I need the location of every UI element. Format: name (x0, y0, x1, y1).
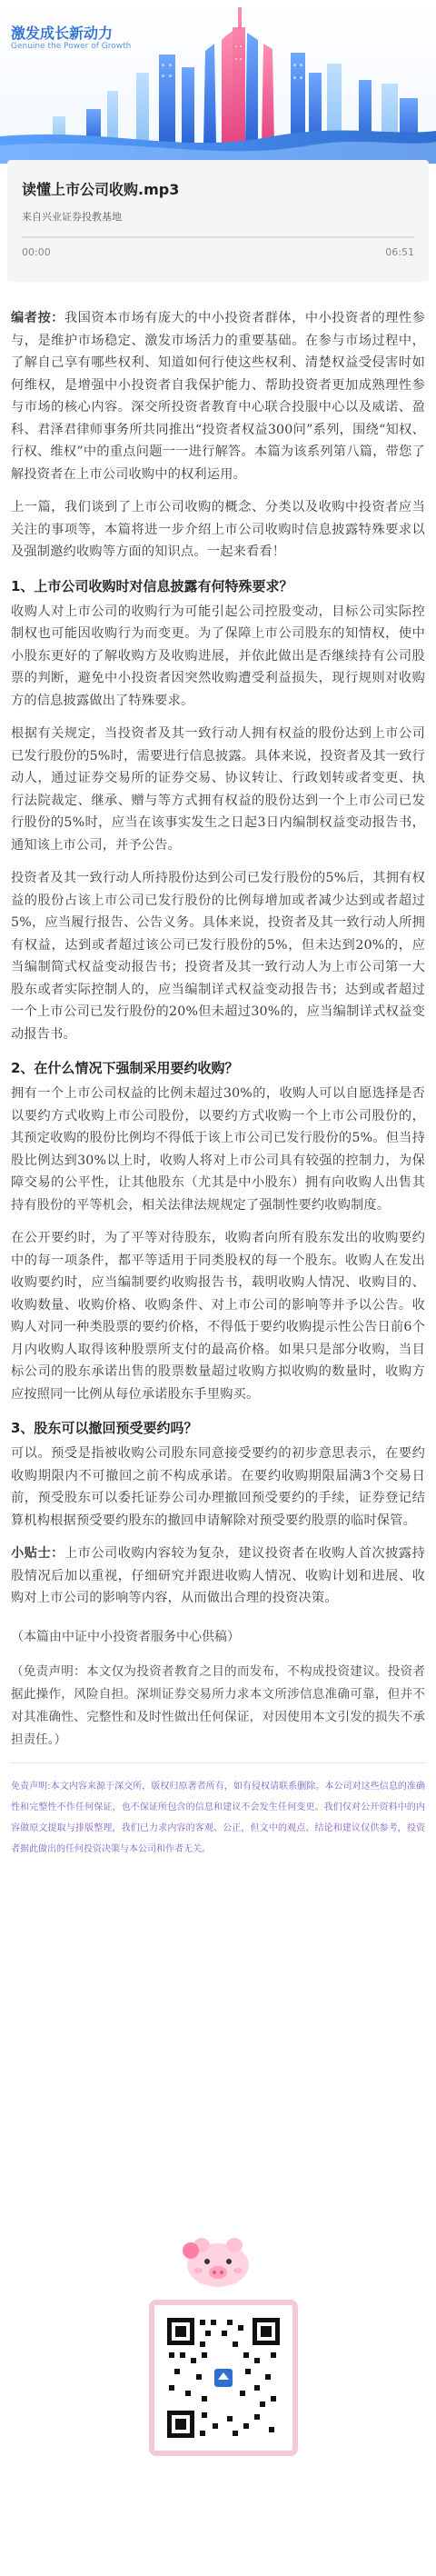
audio-current-time: 00:00 (22, 246, 51, 258)
tips-paragraph (11, 1543, 425, 1610)
tips-label: 小贴士： (11, 1546, 64, 1561)
header-banner (0, 0, 436, 164)
banner-subtitle: Genuine the Power of Growth (11, 42, 132, 51)
audio-player[interactable] (7, 160, 429, 282)
section-2-paragraph-1: 拥有一个上市公司权益的比例未超过30%的，收购人可以自愿选择是否以要约方式收购上市公司股份，以要约方式收购一个上市公司股份的，其预定收购的股份比例均不得低于该上市公司已发行股份的5%。但当持股比例达到30%以上时，收购人将对上市公司具有较强的控制力，为保障交易的公平性，让其他股东（尤其是中小股东）拥有向收购人出售其持有股份的平等机会，相关法律法规规定了强制性要约收购制度。 (11, 1086, 425, 1213)
section-heading-2: 2、在什么情况下强制采用要约收购？ (11, 1060, 239, 1076)
qr-code-frame (149, 2300, 298, 2456)
banner-title: 激发成长新动力 (11, 25, 114, 42)
audio-title: 读懂上市公司收购.mp3 (22, 181, 180, 198)
section-heading-3: 3、股东可以撤回预受要约吗？ (11, 1420, 198, 1436)
audio-source: 来自兴业证券投教基地 (22, 211, 122, 223)
pig-mascot-icon (174, 2227, 262, 2291)
divider (11, 1762, 425, 1763)
disclaimer-company: 免责声明:本文内容来源于深交所，版权归原著者所有，如有侵权请联系删除。本公司对这些信息的准确性和完整性不作任何保证，也不保证所包含的信息和建议不会发生任何变更。我们仅对公开资料中的内容做原文提取与排版整理，我们已力求内容的客观、公正，但文中的观点、结论和建议仅供参考，投资者据此做出的任何投资决策与本公司和作者无关。 (11, 1781, 425, 1854)
article-body (11, 307, 425, 1860)
section-1-paragraph-3: 投资者及其一致行动人所持股份达到公司已发行股份的5%后，其拥有权益的股份占该上市公司已发行股份的比例每增加或者减少达到或者超过5%，应当履行报告、公告义务。具体来说，投资者及其一致行动人所拥有权益，达到或者超过该公司已发行股份的5%，但未达到20%的，应当编制简式权益变动报告书；投资者及其一致行动人为上市公司第一大股东或者实际控制人的，应当编制详式权益变动报告书；达到或者超过一个上市公司已发行股份的20%但未超过30%的，应当编制详式权益变动报告书。 (11, 871, 425, 1042)
disclaimer-exchange: （免责声明：本文仅为投资者教育之目的而发布，不构成投资建议。投资者据此操作，风险自担。深圳证券交易所力求本文所涉信息准确可靠，但并不对其准确性、完整性和及时性做出任何保证，对因使用本文引发的损失不承担责任。） (11, 1663, 425, 1747)
audio-total-time: 06:51 (385, 246, 414, 258)
tips-text: 上市公司收购内容较为复杂，建议投资者在收购人首次披露持股情况后加以重视，仔细研究并跟进收购人情况、收购计划和进展、收购对上市公司的影响等内容，从而做出合理的投资决策。 (11, 1546, 425, 1605)
editor-note (11, 307, 425, 485)
section-3-paragraph-1: 可以。预受是指被收购公司股东同意接受要约的初步意思表示，在要约收购期限内不可撤回之前不构成承诺。在要约收购期限届满3个交易日前，预受股东可以委托证券公司办理撤回预受要约的手续，证券登记结算机构根据预受要约股东的撤回申请解除对预受要约股票的临时保管。 (11, 1446, 425, 1528)
section-1-paragraph-2: 根据有关规定，当投资者及其一致行动人拥有权益的股份达到上市公司已发行股份的5%时，需要进行信息披露。具体来说，投资者及其一致行动人，通过证券交易所的证券交易、协议转让、行政划转或者变更、执行法院裁定、继承、赠与等方式拥有权益的股份达到一个上市公司已发行股份的5%时，应当在该事实发生之日起3日内编制权益变动报告书，通知该上市公司，并予公告。 (11, 726, 425, 853)
source-note: （本篇由中证中小投资者服务中心供稿） (11, 1629, 240, 1644)
section-2-paragraph-2: 在公开要约时，为了平等对待股东，收购者向所有股东发出的收购要约中的每一项条件，都平等适用于同类股权的每一个股东。收购人在发出收购要约时，应当编制要约收购报告书，载明收购人情况、收购目的、收购数量、收购价格、收购条件、对上市公司的影响等并予以公告。收购人对同一种类股票的要约价格，不得低于要约收购提示性公告日前6个月内收购人取得该种股票所支付的最高价格。如果只是部分收购，当目标公司的股东承诺出售的股票数量超过收购方拟收购的数量时，收购方应按照同一比例从每位承诺股东手里购买。 (11, 1231, 425, 1402)
section-1-paragraph-1: 收购人对上市公司的收购行为可能引起公司控股变动，目标公司实际控制权也可能因收购行为而变更。为了保障上市公司股东的知情权，使中小股东更好的了解收购方及收购进展，并依此做出是否继续持有公司股票的判断，避免中小投资者因突然收购遭受利益损失，现行规则对收购方的信息披露做出了特殊要求。 (11, 604, 425, 708)
qr-code-icon (164, 2314, 283, 2441)
intro-paragraph: 上一篇，我们谈到了上市公司收购的概念、分类以及收购中投资者应当关注的事项等，本篇将进一步介绍上市公司收购时信息披露特殊要求以及强制邀约收购等方面的知识点。一起来看看！ (11, 500, 425, 559)
section-heading-1: 1、上市公司收购时对信息披露有何特殊要求？ (11, 577, 293, 594)
editor-note-label: 编者按： (11, 311, 64, 325)
audio-progress-bar[interactable] (22, 236, 414, 238)
editor-note-text: 我国资本市场有庞大的中小投资者群体，中小投资者的理性参与，是维护市场稳定、激发市场活力的重要基础。在参与市场过程中，了解自己享有哪些权利、知道如何行使这些权利、清楚权益受侵害时如何维权，是增强中小投资者自我保护能力、帮助投资者更加成熟理性参与市场的核心内容。深交所投资者教育中心联合投服中心以及威诺、盈科、君泽君律师事务所共同推出“投资者权益300问”系列，围绕“知权、行权、维权”中的重点问题一一进行解答。本篇为该系列第八篇，带您了解投资者在上市公司收购中的权利运用。 (11, 311, 425, 482)
